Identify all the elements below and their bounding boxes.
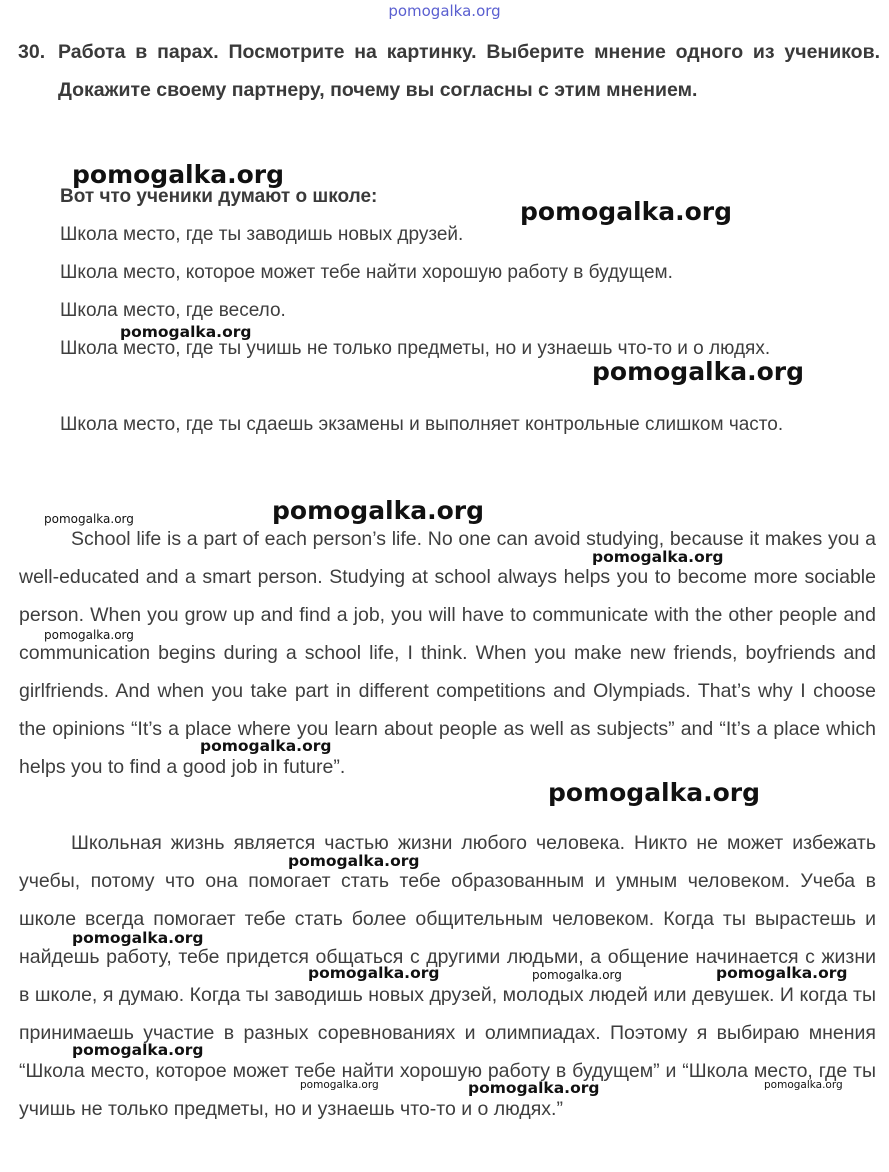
watermark: pomogalka.org (272, 496, 485, 525)
watermark: pomogalka.org (72, 929, 204, 947)
watermark: pomogalka.org (592, 357, 805, 386)
watermark: pomogalka.org (300, 1079, 379, 1091)
task-block (18, 33, 880, 109)
watermark: pomogalka.org (548, 778, 761, 807)
watermark: pomogalka.org (468, 1079, 600, 1097)
site-header: pomogalka.org (388, 2, 501, 20)
opinion-item-3: Школа место, где весело. (60, 300, 286, 321)
answer-russian: Школьная жизнь является частью жизни любого человека. Никто не может избежать учебы, потому что она помогает стать тебе образованным и умным человеком. Учеба в школе всегда помогает тебе стать более общительным человеком. Когда ты вырастешь и найдешь работу, тебе придется общаться с другими людьми, а общение начинается с жизни в школе, я думаю. Когда ты заводишь новых друзей, молодых людей или девушек. И когда ты принимаешь участие в разных соревнованиях и олимпиадах. Поэтому я выбираю мнения “Школа место, которое может тебе найти хорошую работу в будущем” и “Школа место, где ты учишь не только предметы, но и узнаешь что-то и о людях.” (19, 832, 876, 1120)
watermark: pomogalka.org (288, 852, 420, 870)
watermark: pomogalka.org (72, 1041, 204, 1059)
watermark: pomogalka.org (520, 197, 733, 226)
watermark: pomogalka.org (44, 628, 134, 642)
watermark: pomogalka.org (308, 964, 440, 982)
opinion-item-4: Школа место, где ты учишь не только предметы, но и узнаешь что-то и о людях. (60, 338, 771, 359)
opinion-item-1: Школа место, где ты заводишь новых друзей. (60, 224, 464, 245)
watermark: pomogalka.org (44, 512, 134, 526)
watermark: pomogalka.org (72, 160, 285, 189)
answer-english: School life is a part of each person’s life. No one can avoid studying, because it makes you a well-educated and a smart person. Studying at school always helps you to become more sociable person. When you grow up and find a job, you will have to communicate with the other people and communication begins during a school life, I think. When you make new friends, boyfriends and girlfriends. And when you take part in different competitions and Olympiads. That’s why I choose the opinions “It’s a place where you learn about people as well as subjects” and “It’s a place which helps you to find a good job in future”. (19, 528, 876, 778)
watermark: pomogalka.org (532, 968, 622, 982)
watermark: pomogalka.org (200, 737, 332, 755)
task-text: Работа в парах. Посмотрите на картинку. Выберите мнение одного из учеников. Докажите своему партнеру, почему вы согласны с этим мнением. (58, 41, 880, 101)
watermark: pomogalka.org (764, 1079, 843, 1091)
watermark: pomogalka.org (592, 548, 724, 566)
watermark: pomogalka.org (716, 964, 848, 982)
watermark: pomogalka.org (120, 323, 252, 341)
opinion-item-5: Школа место, где ты сдаешь экзамены и выполняет контрольные слишком часто. (60, 414, 784, 435)
opinions-title: Вот что ученики думают о школе: (60, 186, 378, 207)
opinion-item-2: Школа место, которое может тебе найти хорошую работу в будущем. (60, 262, 673, 283)
task-number: 30. (18, 41, 46, 63)
